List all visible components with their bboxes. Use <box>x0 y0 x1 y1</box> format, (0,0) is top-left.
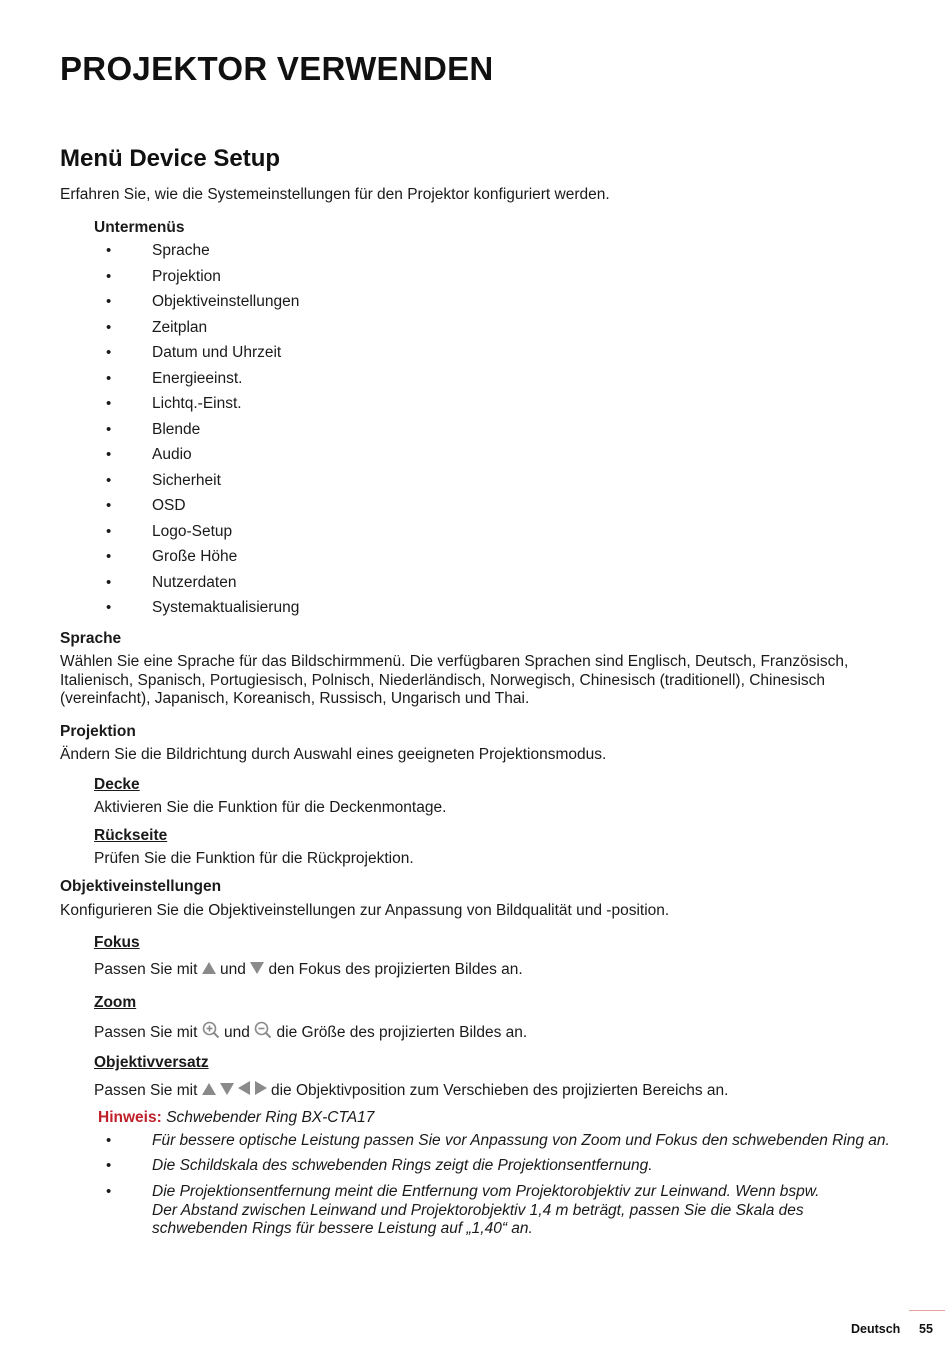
section-title: Menü Device Setup <box>60 145 281 172</box>
arrow-right-icon <box>255 1081 267 1095</box>
submenu-bullet: • <box>106 446 112 463</box>
sprache-line-2: Italienisch, Spanisch, Portugiesisch, Polnisch, Niederländisch, Norwegisch, Chinesisch (traditionell), Chinesisch <box>60 672 826 689</box>
sprache-heading: Sprache <box>60 630 122 647</box>
submenu-bullet: • <box>106 471 112 489</box>
submenu-item: Systemaktualisierung <box>152 599 300 616</box>
submenu-bullet: • <box>106 344 112 361</box>
decke-heading: Decke <box>94 776 140 793</box>
submenu-item: Sprache <box>152 242 210 259</box>
note-bullet-3: • <box>106 1183 112 1200</box>
arrow-up-icon <box>202 1083 216 1095</box>
submenu-bullet: • <box>106 573 112 591</box>
footer-language: Deutsch <box>851 1322 901 1336</box>
submenu-item: Audio <box>152 446 192 463</box>
submenu-bullet: • <box>106 369 112 387</box>
objektiv-heading: Objektiveinstellungen <box>60 878 222 895</box>
decke-text: Aktivieren Sie die Funktion für die Deckenmontage. <box>94 799 447 816</box>
zoom-line <box>94 1021 527 1043</box>
note-bullet-2: • <box>106 1157 112 1174</box>
submenu-item: Sicherheit <box>152 471 221 489</box>
arrow-up-icon <box>202 962 216 974</box>
arrow-down-icon <box>220 1083 234 1095</box>
note-bullet-1: • <box>106 1132 112 1149</box>
fokus-pre: Passen Sie mit <box>94 961 198 978</box>
versatz-pre: Passen Sie mit <box>94 1082 198 1099</box>
versatz-line <box>94 1081 728 1101</box>
sprache-line-1: Wählen Sie eine Sprache für das Bildschirmmenü. Die verfügbaren Sprachen sind Englisch, Deutsch, Französisch, <box>60 653 849 670</box>
submenu-bullet: • <box>106 599 112 616</box>
submenu-item: Nutzerdaten <box>152 573 237 591</box>
note-label: Hinweis: <box>98 1109 162 1126</box>
submenu-bullet: • <box>106 420 112 438</box>
sprache-line-3: (vereinfacht), Japanisch, Koreanisch, Russisch, Ungarisch und Thai. <box>60 690 530 707</box>
objektiv-text: Konfigurieren Sie die Objektiveinstellungen zur Anpassung von Bildqualität und -position. <box>60 902 670 919</box>
submenu-item: Datum und Uhrzeit <box>152 344 282 361</box>
fokus-line <box>94 961 523 980</box>
projektion-text: Ändern Sie die Bildrichtung durch Auswahl eines geeigneten Projektionsmodus. <box>60 746 607 763</box>
submenu-item: Objektiveinstellungen <box>152 293 300 310</box>
fokus-post: den Fokus des projizierten Bildes an. <box>268 961 523 978</box>
note-item-3-line-2: Der Abstand zwischen Leinwand und Projektorobjektiv 1,4 m beträgt, passen Sie die Skala des <box>152 1202 804 1219</box>
footer-divider <box>909 1310 945 1311</box>
note-title: Schwebender Ring BX-CTA17 <box>166 1109 375 1126</box>
page-number: 55 <box>919 1322 933 1336</box>
submenu-item: Lichtq.-Einst. <box>152 395 242 412</box>
submenu-bullet: • <box>106 395 112 412</box>
zoom-out-icon <box>254 1021 272 1039</box>
page-title: PROJEKTOR VERWENDEN <box>60 50 494 87</box>
fokus-heading: Fokus <box>94 934 140 951</box>
note-item-3-line-3: schwebenden Rings für bessere Leistung auf „1,40“ an. <box>152 1220 533 1237</box>
submenu-bullet: • <box>106 267 112 285</box>
zoom-and: und <box>224 1024 250 1041</box>
submenu-item: Blende <box>152 420 201 438</box>
zoom-post: die Größe des projizierten Bildes an. <box>276 1024 528 1041</box>
submenu-bullet: • <box>106 548 112 565</box>
note-item-2: Die Schildskala des schwebenden Rings zeigt die Projektionsentfernung. <box>152 1157 653 1174</box>
arrow-down-icon <box>250 962 264 974</box>
versatz-post: die Objektivposition zum Verschieben des projizierten Bereichs an. <box>270 1082 729 1099</box>
submenu-bullet: • <box>106 318 112 336</box>
submenu-item: Energieeinst. <box>152 369 243 387</box>
arrow-left-icon <box>238 1081 250 1095</box>
submenu-bullet: • <box>106 522 112 540</box>
submenu-item: Projektion <box>152 267 221 285</box>
submenu-item: Logo-Setup <box>152 522 233 540</box>
versatz-heading: Objektivversatz <box>94 1054 209 1071</box>
note-item-3-line-1: Die Projektionsentfernung meint die Entfernung vom Projektorobjektiv zur Leinwand. Wenn bspw. <box>152 1183 820 1200</box>
fokus-and: und <box>220 961 246 978</box>
rueckseite-text: Prüfen Sie die Funktion für die Rückprojektion. <box>94 850 414 867</box>
submenu-item: OSD <box>152 497 186 514</box>
projektion-heading: Projektion <box>60 723 136 740</box>
submenu-bullet: • <box>106 497 112 514</box>
submenu-item: Zeitplan <box>152 318 208 336</box>
zoom-heading: Zoom <box>94 994 137 1011</box>
zoom-pre: Passen Sie mit <box>94 1024 198 1041</box>
submenus-heading: Untermenüs <box>94 219 185 236</box>
submenu-item: Große Höhe <box>152 548 238 565</box>
submenu-bullet: • <box>106 293 112 310</box>
note-item-1: Für bessere optische Leistung passen Sie vor Anpassung von Zoom und Fokus den schwebenden Ring an. <box>152 1132 890 1149</box>
rueckseite-heading: Rückseite <box>94 827 168 844</box>
zoom-in-icon <box>202 1021 220 1039</box>
note-header <box>98 1109 374 1128</box>
intro-text: Erfahren Sie, wie die Systemeinstellungen für den Projektor konfiguriert werden. <box>60 186 610 203</box>
submenu-bullet: • <box>106 242 112 259</box>
